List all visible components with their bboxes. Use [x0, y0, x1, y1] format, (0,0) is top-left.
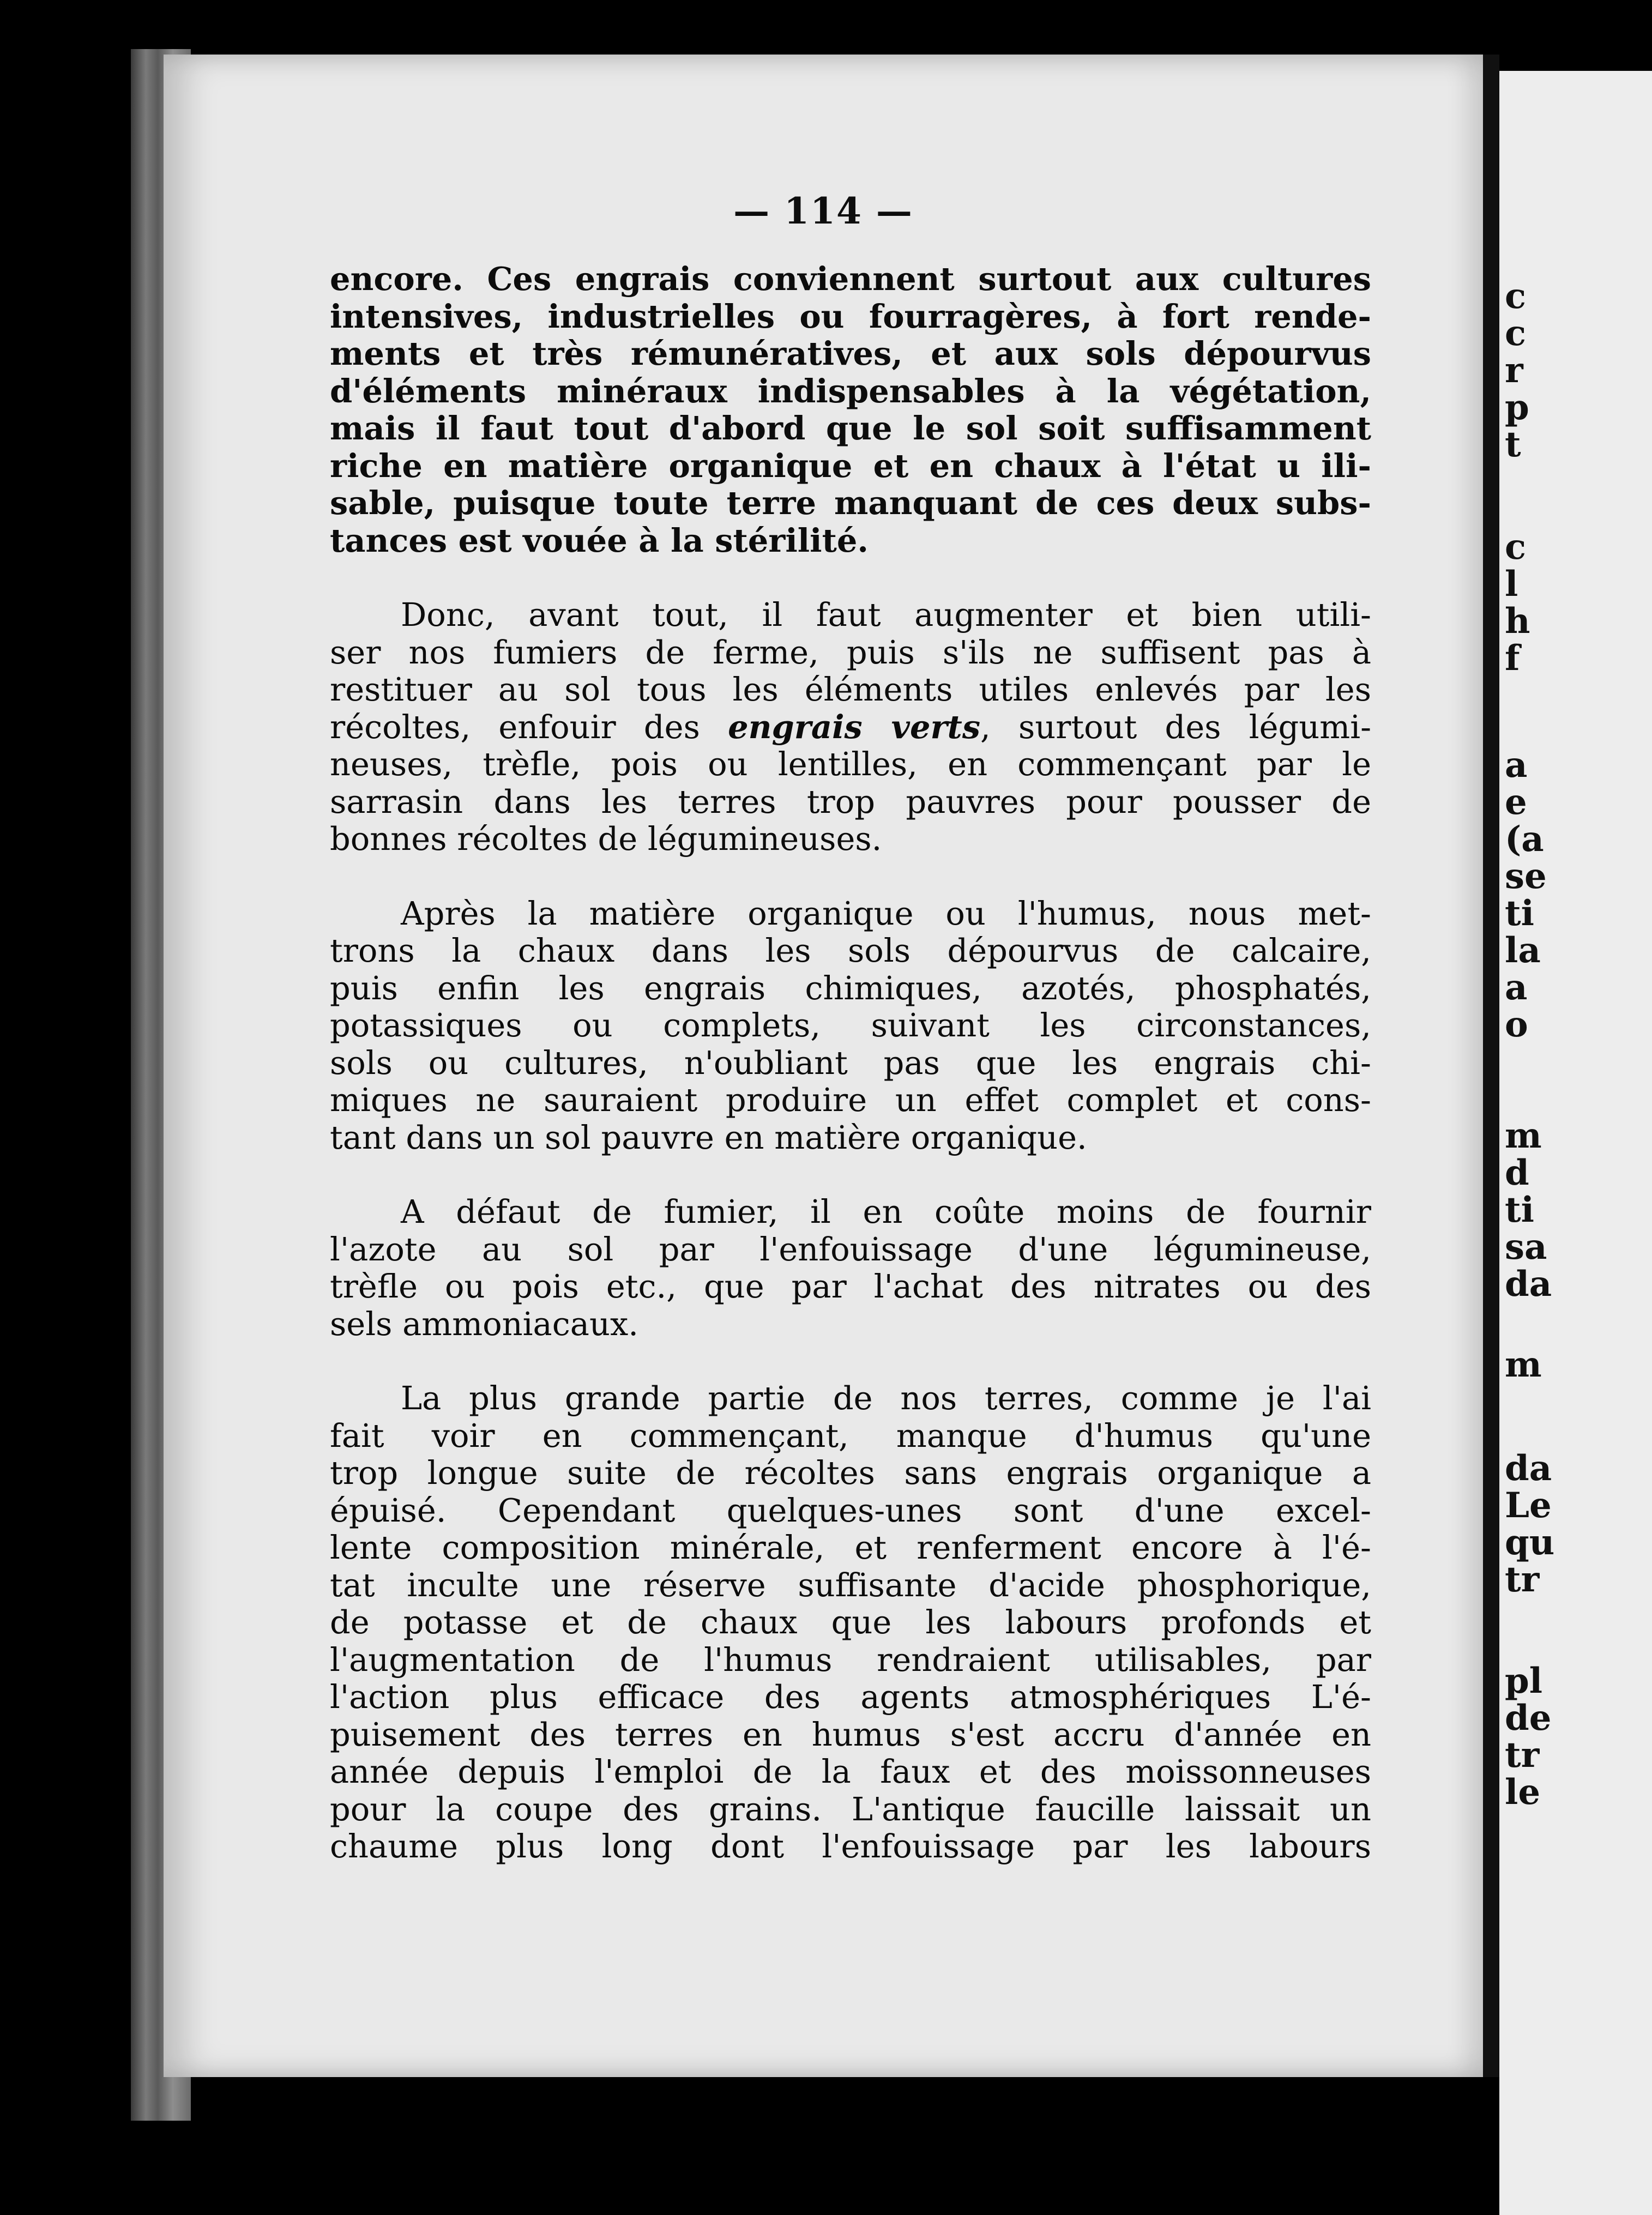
book-gutter [1483, 55, 1499, 2077]
text-line: mais il faut tout d'abord que le sol soit suffisamment [330, 409, 1371, 447]
text-line: fait voir en commençant, manque d'humus qu'une [330, 1416, 1371, 1454]
next-page-fragment: (a [1505, 819, 1544, 860]
next-page-fragment: o [1505, 1004, 1528, 1045]
text-line: bonnes récoltes de légumineuses. [330, 820, 882, 858]
text-line: Après la matière organique ou l'humus, nous met- [401, 894, 1371, 932]
text-line: ments et très rémunératives, et aux sols dépourvus [330, 335, 1371, 372]
paragraph [330, 1380, 1371, 1866]
text-line: l'action plus efficace des agents atmosphériques L'é- [330, 1678, 1371, 1716]
text-line: intensives, industrielles ou fourragères, à fort rende- [330, 297, 1371, 335]
text-line: l'azote au sol par l'enfouissage d'une légumineuse, [330, 1230, 1371, 1268]
right-page-partial [1499, 71, 1652, 2215]
paragraph [330, 1193, 1371, 1343]
next-page-fragment: Le [1505, 1485, 1552, 1526]
paragraph [330, 596, 1371, 858]
text-line: La plus grande partie de nos terres, comme je l'ai [401, 1379, 1371, 1417]
next-page-fragment: h [1505, 601, 1530, 642]
next-page-fragment: c [1505, 313, 1526, 354]
italic-phrase: engrais verts [728, 708, 981, 746]
text-line: lente composition minérale, et renferment encore à l'é- [330, 1529, 1371, 1566]
text-line: miques ne sauraient produire un effet complet et cons- [330, 1081, 1371, 1119]
body-text [330, 261, 1371, 1903]
text-line: d'éléments minéraux indispensables à la végétation, [330, 372, 1371, 410]
next-page-fragment: se [1505, 856, 1547, 897]
next-page-fragment: da [1505, 1448, 1552, 1489]
text-line: neuses, trèfle, pois ou lentilles, en commençant par le [330, 745, 1371, 783]
next-page-fragment: e [1505, 782, 1527, 823]
next-page-fragment: tr [1505, 1559, 1540, 1600]
next-page-fragment: m [1505, 1344, 1542, 1385]
next-page-fragment: a [1505, 967, 1528, 1008]
next-page-fragment: l [1505, 564, 1518, 605]
next-page-fragment: m [1505, 1115, 1542, 1156]
text-line: tat inculte une réserve suffisante d'acide phosphorique, [330, 1566, 1371, 1604]
next-page-fragment: sa [1505, 1227, 1547, 1268]
next-page-fragment: tr [1505, 1735, 1540, 1776]
next-page-fragment: a [1505, 745, 1528, 786]
next-page-fragment: t [1505, 424, 1521, 465]
paragraph [330, 895, 1371, 1157]
next-page-fragment: pl [1505, 1661, 1543, 1701]
text-line: année depuis l'emploi de la faux et des moissonneuses [330, 1753, 1371, 1790]
next-page-fragment: le [1505, 1772, 1541, 1813]
next-page-fragment: p [1505, 387, 1529, 428]
next-page-fragment: c [1505, 276, 1526, 317]
text-line: A défaut de fumier, il en coûte moins de fournir [401, 1193, 1371, 1230]
text-line: ser nos fumiers de ferme, puis s'ils ne suffisent pas à [330, 633, 1371, 671]
text-line: de potasse et de chaux que les labours profonds et [330, 1603, 1371, 1641]
text-line: tances est vouée à la stérilité. [330, 521, 869, 559]
text-line: trèfle ou pois etc., que par l'achat des nitrates ou des [330, 1268, 1371, 1305]
next-page-fragment: d [1505, 1152, 1529, 1193]
next-page-fragment: c [1505, 527, 1526, 568]
text-segment: , surtout des légumi- [980, 708, 1372, 746]
page-number: — 114 — [733, 190, 913, 232]
next-page-fragment: da [1505, 1264, 1552, 1305]
text-line: riche en matière organique et en chaux à l'état u ili- [330, 446, 1371, 485]
text-line: sels ammoniacaux. [330, 1305, 638, 1343]
next-page-fragment: de [1505, 1698, 1552, 1739]
next-page-fragment: ti [1505, 1190, 1534, 1230]
text-line: puis enfin les engrais chimiques, azotés, phosphatés, [330, 969, 1371, 1007]
next-page-fragment: ti [1505, 893, 1534, 934]
text-line: l'augmentation de l'humus rendraient utilisables, par [330, 1640, 1371, 1679]
text-line: tant dans un sol pauvre en matière organique. [330, 1118, 1087, 1156]
text-line: chaume plus long dont l'enfouissage par les labours [330, 1827, 1371, 1865]
text-line: potassiques ou complets, suivant les circonstances, [330, 1006, 1371, 1044]
text-line-with-italic [330, 709, 1371, 746]
text-line: encore. Ces engrais conviennent surtout aux cultures [330, 260, 1371, 298]
text-line: pour la coupe des grains. L'antique faucille laissait un [330, 1790, 1371, 1828]
text-line: trop longue suite de récoltes sans engrais organique a [330, 1454, 1371, 1492]
next-page-fragment: r [1505, 350, 1523, 391]
next-page-fragment: f [1505, 638, 1520, 679]
next-page-fragment: la [1505, 930, 1541, 971]
text-line: Donc, avant tout, il faut augmenter et bien utili- [401, 596, 1371, 633]
paragraph [330, 261, 1371, 559]
text-line: sols ou cultures, n'oubliant pas que les engrais chi- [330, 1043, 1371, 1082]
text-segment: récoltes, enfouir des [330, 708, 728, 746]
text-line: sable, puisque toute terre manquant de ces deux subs- [330, 484, 1371, 522]
next-page-fragment: qu [1505, 1522, 1555, 1563]
text-line: restituer au sol tous les éléments utiles enlevés par les [330, 671, 1371, 708]
text-line: puisement des terres en humus s'est accru d'année en [330, 1715, 1371, 1753]
text-line: épuisé. Cependant quelques-unes sont d'une excel- [330, 1491, 1371, 1529]
text-line: trons la chaux dans les sols dépourvus de calcaire, [330, 932, 1371, 969]
text-line: sarrasin dans les terres trop pauvres pour pousser de [330, 782, 1371, 820]
